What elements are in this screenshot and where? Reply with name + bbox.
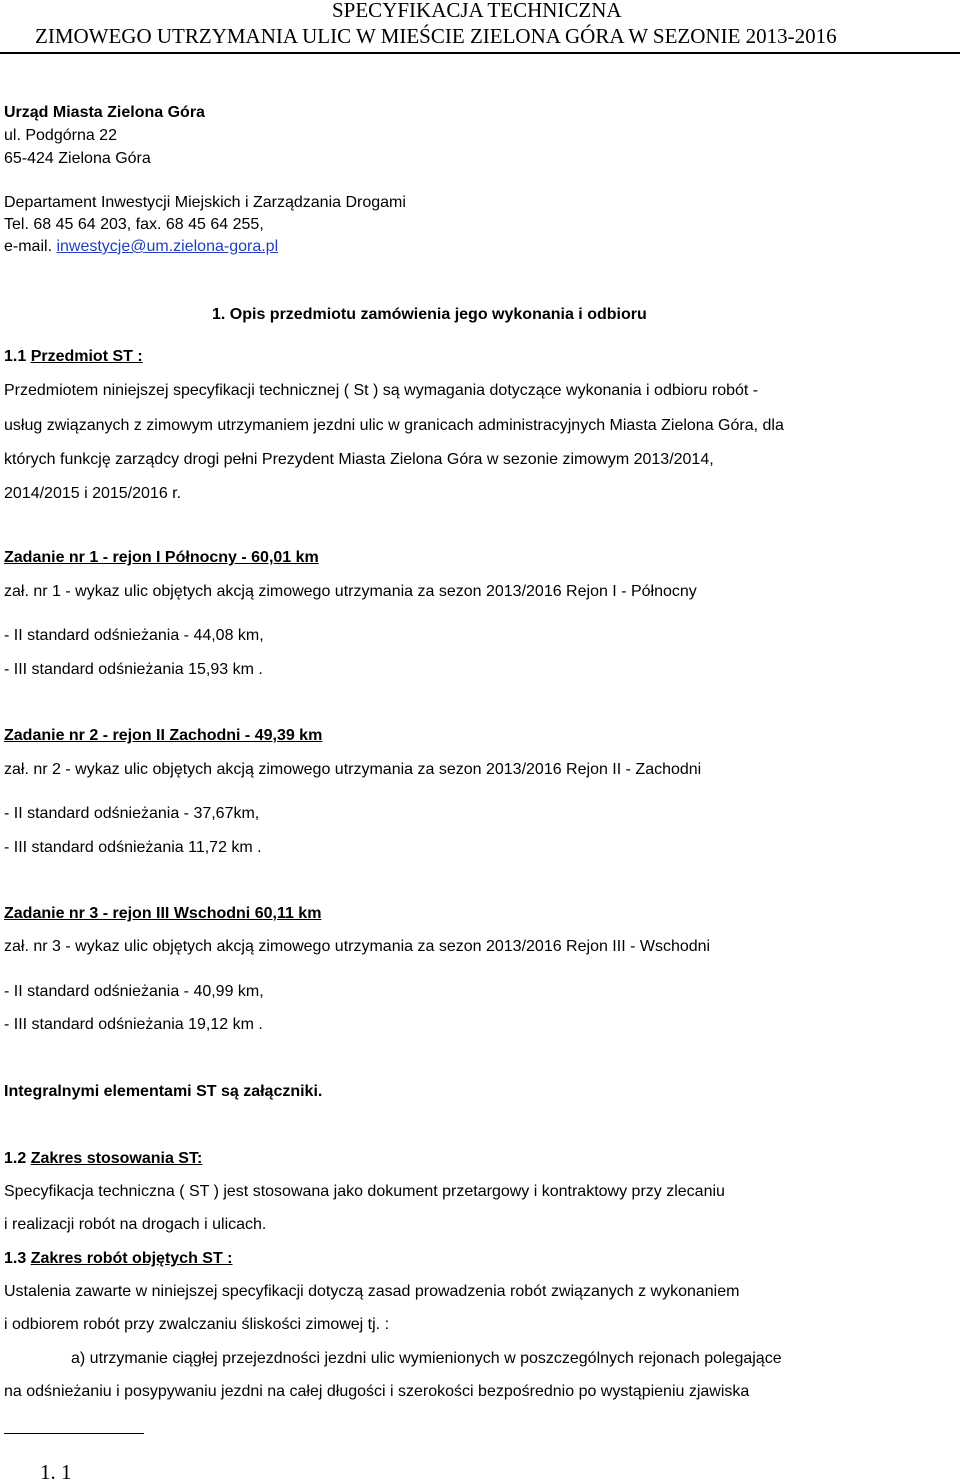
task-standard-iii: - III standard odśnieżania 15,93 km . — [4, 661, 263, 678]
task-title: Zadanie nr 2 - rejon II Zachodni - 49,39 km — [4, 727, 323, 744]
footer-rule — [4, 1433, 144, 1434]
heading-text: Zakres robót objętych ST : — [30, 1250, 233, 1267]
paragraph-line: Ustalenia zawarte w niniejszej specyfikacji dotyczą zasad prowadzenia robót związanych z wykonaniem — [4, 1283, 740, 1300]
paragraph-line: i odbiorem robót przy zwalczaniu śliskości zimowej tj. : — [4, 1316, 390, 1333]
phone-fax: Tel. 68 45 64 203, fax. 68 45 64 255, — [4, 216, 264, 233]
task-standard-ii: - II standard odśnieżania - 44,08 km, — [4, 627, 264, 644]
email-line — [4, 237, 278, 257]
email-link[interactable]: inwestycje@um.zielona-gora.pl — [56, 238, 279, 255]
heading-text: Przedmiot ST : — [30, 348, 143, 365]
heading-number: 1.2 — [4, 1150, 31, 1167]
heading-1-2 — [4, 1149, 202, 1169]
paragraph-line: usług związanych z zimowym utrzymaniem jezdni ulic w granicach administracyjnych Miasta Zielona Góra, dla — [4, 417, 784, 434]
heading-text: Zakres stosowania ST: — [30, 1150, 203, 1167]
header-title: SPECYFIKACJA TECHNICZNA — [332, 0, 622, 22]
heading-number: 1.1 — [4, 348, 31, 365]
paragraph-line: 2014/2015 i 2015/2016 r. — [4, 485, 182, 502]
task-title: Zadanie nr 3 - rejon III Wschodni 60,11 km — [4, 905, 322, 922]
task-standard-ii: - II standard odśnieżania - 37,67km, — [4, 805, 260, 822]
header-subtitle: ZIMOWEGO UTRZYMANIA ULIC W MIEŚCIE ZIELONA GÓRA W SEZONIE 2013-2016 — [35, 24, 837, 48]
office-city: 65-424 Zielona Góra — [4, 150, 151, 167]
task-attachment: zał. nr 2 - wykaz ulic objętych akcją zimowego utrzymania za sezon 2013/2016 Rejon II - Zachodni — [4, 761, 702, 778]
task-attachment: zał. nr 1 - wykaz ulic objętych akcją zimowego utrzymania za sezon 2013/2016 Rejon I - Północny — [4, 583, 697, 600]
header-rule — [0, 52, 960, 54]
heading-1-3 — [4, 1249, 233, 1269]
heading-1-1 — [4, 347, 143, 367]
task-standard-iii: - III standard odśnieżania 19,12 km . — [4, 1016, 263, 1033]
heading-number: 1.3 — [4, 1250, 31, 1267]
integral-note: Integralnymi elementami ST są załączniki. — [4, 1083, 323, 1100]
email-label: e-mail. — [4, 238, 57, 255]
department-name: Departament Inwestycji Miejskich i Zarządzania Drogami — [4, 194, 406, 211]
task-title: Zadanie nr 1 - rejon I Północny - 60,01 km — [4, 549, 319, 566]
office-name: Urząd Miasta Zielona Góra — [4, 104, 205, 121]
office-street: ul. Podgórna 22 — [4, 127, 117, 144]
paragraph-line: Przedmiotem niniejszej specyfikacji technicznej ( St ) są wymagania dotyczące wykonania i odbioru robót - — [4, 382, 759, 399]
task-attachment: zał. nr 3 - wykaz ulic objętych akcją zimowego utrzymania za sezon 2013/2016 Rejon III - Wschodni — [4, 938, 711, 955]
list-item-a: a) utrzymanie ciągłej przejezdności jezdni ulic wymienionych w poszczególnych rejonach polegające — [71, 1350, 782, 1367]
paragraph-line: na odśnieżaniu i posypywaniu jezdni na całej długości i szerokości bezpośrednio po wystąpieniu zjawiska — [4, 1383, 750, 1400]
section-title: 1. Opis przedmiotu zamówienia jego wykonania i odbioru — [212, 306, 647, 323]
page-number: 1. 1 — [40, 1460, 72, 1484]
task-standard-ii: - II standard odśnieżania - 40,99 km, — [4, 983, 264, 1000]
task-standard-iii: - III standard odśnieżania 11,72 km . — [4, 839, 262, 856]
paragraph-line: i realizacji robót na drogach i ulicach. — [4, 1216, 267, 1233]
paragraph-line: Specyfikacja techniczna ( ST ) jest stosowana jako dokument przetargowy i kontraktowy przy zlecaniu — [4, 1183, 725, 1200]
paragraph-line: których funkcję zarządcy drogi pełni Prezydent Miasta Zielona Góra w sezonie zimowym 2013/2014, — [4, 451, 714, 468]
